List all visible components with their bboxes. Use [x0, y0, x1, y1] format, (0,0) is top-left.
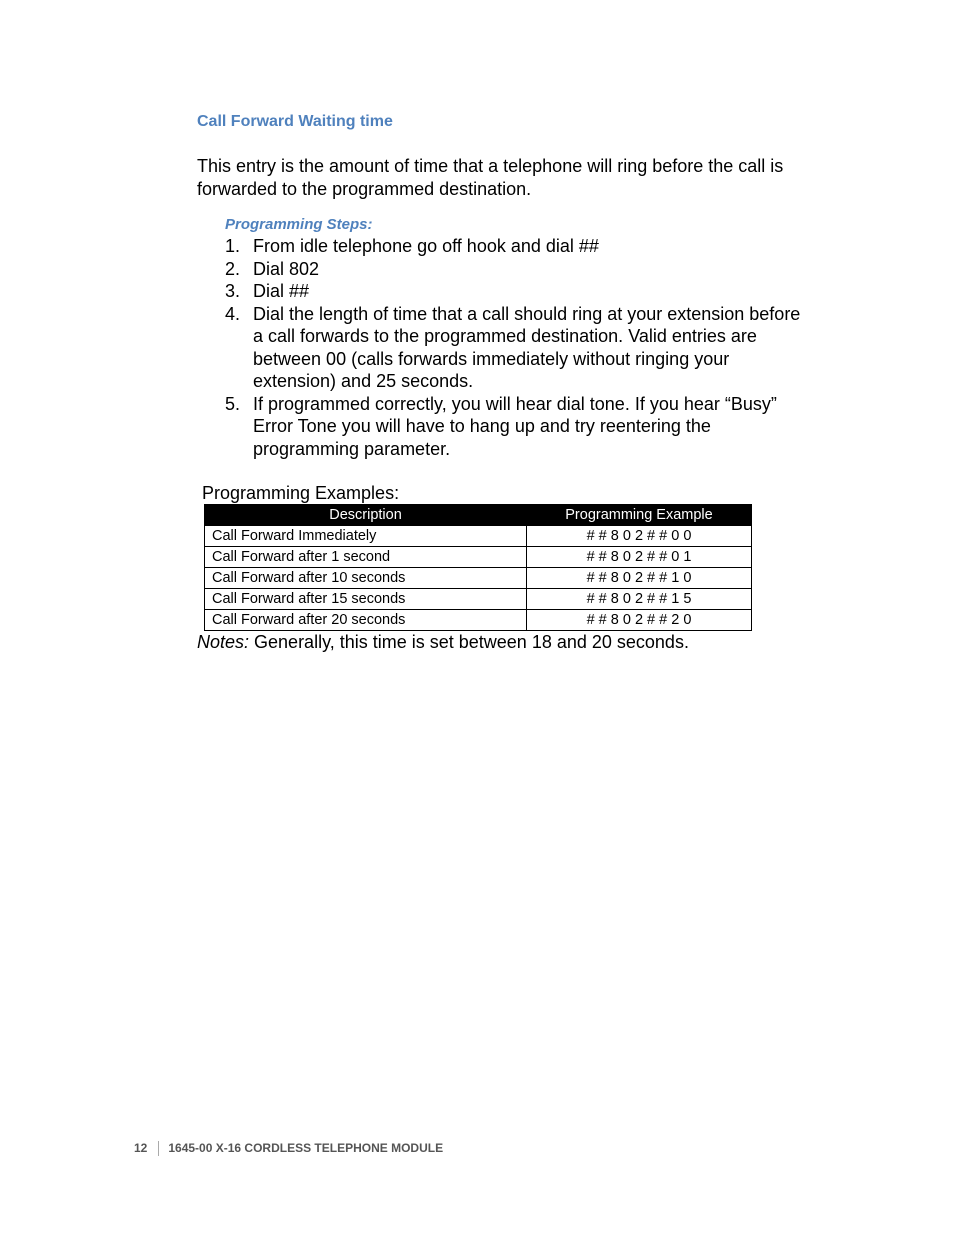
- step-text: Dial the length of time that a call should ring at your extension before a call forwards to the programmed destination. Valid entries are between 00 (calls forwards immediately without ringing your extension) and 25 seconds.: [253, 303, 801, 391]
- step-text: If programmed correctly, you will hear dial tone. If you hear “Busy” Error Tone you will have to hang up and try reentering the programming parameter.: [253, 393, 777, 459]
- programming-code-cell: # # 8 0 2 # # 1 0: [527, 568, 752, 589]
- step-item: [225, 280, 810, 303]
- intro-paragraph: This entry is the amount of time that a telephone will ring before the call is forwarded to the programmed destination.: [197, 156, 784, 199]
- notes-label: Notes:: [197, 632, 250, 652]
- description-cell: Call Forward after 20 seconds: [205, 610, 527, 631]
- step-item: [225, 393, 810, 461]
- column-header-programming-example: Programming Example: [527, 505, 752, 526]
- step-item: [225, 303, 810, 393]
- table-row: [205, 568, 752, 589]
- table-row: [205, 589, 752, 610]
- programming-code-cell: # # 8 0 2 # # 0 1: [527, 547, 752, 568]
- description-cell: Call Forward after 10 seconds: [205, 568, 527, 589]
- step-item: [225, 235, 810, 258]
- column-header-description: Description: [205, 505, 527, 526]
- programming-code-cell: # # 8 0 2 # # 1 5: [527, 589, 752, 610]
- programming-examples-label: Programming Examples:: [202, 483, 400, 503]
- notes-text: Generally, this time is set between 18 and 20 seconds.: [249, 632, 689, 652]
- description-cell: Call Forward Immediately: [205, 526, 527, 547]
- section-title: Call Forward Waiting time: [197, 113, 393, 130]
- step-number: 4.: [225, 303, 241, 324]
- page-number: 12: [134, 1141, 148, 1155]
- description-cell: Call Forward after 1 second: [205, 547, 527, 568]
- step-text: From idle telephone go off hook and dial ##: [253, 236, 599, 256]
- step-number: 3.: [225, 281, 241, 301]
- step-number: 1.: [225, 236, 241, 256]
- table-row: [205, 547, 752, 568]
- notes-paragraph: [197, 632, 689, 653]
- step-number: 5.: [225, 393, 241, 414]
- programming-code-cell: # # 8 0 2 # # 0 0: [527, 526, 752, 547]
- programming-code-cell: # # 8 0 2 # # 2 0: [527, 610, 752, 631]
- table-header-row: [205, 505, 752, 526]
- footer-divider: [158, 1141, 159, 1156]
- step-item: [225, 258, 810, 281]
- step-number: 2.: [225, 258, 241, 279]
- step-text: Dial 802: [253, 258, 320, 279]
- programming-steps-list: [225, 235, 810, 460]
- description-cell: Call Forward after 15 seconds: [205, 589, 527, 610]
- table-row: [205, 610, 752, 631]
- step-text: Dial ##: [253, 281, 310, 301]
- programming-examples-table: [204, 504, 752, 631]
- programming-steps-label: Programming Steps:: [225, 216, 373, 233]
- page-footer: [134, 1141, 443, 1156]
- table-row: [205, 526, 752, 547]
- document-title: 1645-00 X-16 CORDLESS TELEPHONE MODULE: [168, 1141, 444, 1155]
